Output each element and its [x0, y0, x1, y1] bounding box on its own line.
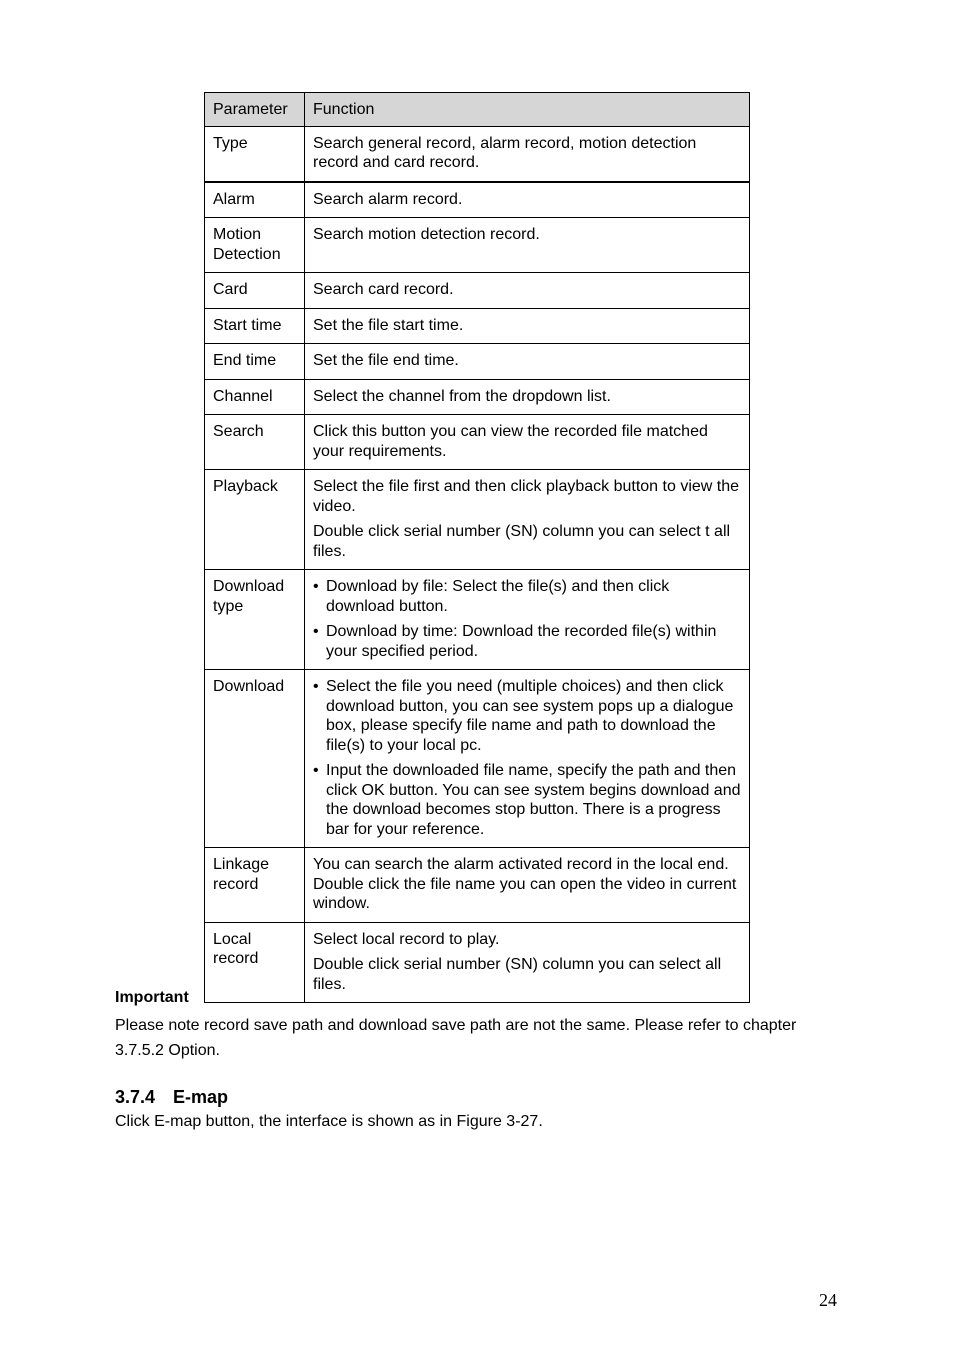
function-cell — [305, 848, 750, 923]
section-number: 3.7.4 — [115, 1087, 156, 1107]
table-row — [205, 308, 750, 344]
parameter-cell: Local record — [205, 922, 305, 1003]
function-cell — [305, 182, 750, 218]
function-paragraph: Click this button you can view the recorded file matched your requirements. — [313, 423, 708, 460]
function-bullet-item — [313, 677, 741, 755]
function-paragraph: Double click serial number (SN) column you can select all files. — [313, 956, 722, 993]
function-cell — [305, 415, 750, 470]
parameter-cell: Type — [205, 126, 305, 182]
table-row — [205, 273, 750, 309]
section-body-text: Click E-map button, the interface is shown as in Figure 3-27. — [115, 1113, 543, 1130]
function-paragraph: You can search the alarm activated record in the local end. Double click the file name you can open the video in current window. — [313, 856, 737, 912]
bullet-text: Select the file you need (multiple choices) and then click download button, you can see system pops up a dialogue box, please specify file name and path to download the file(s) to your local pc. — [326, 678, 734, 754]
bullet-icon: • — [313, 762, 319, 779]
important-note: Please note record save path and download save path are not the same. Please refer to chapter 3.7.5.2 Option. — [115, 1017, 797, 1059]
bullet-icon: • — [313, 623, 319, 640]
table-row — [205, 848, 750, 923]
function-bullet-list — [313, 577, 741, 661]
function-cell — [305, 379, 750, 415]
table-row — [205, 415, 750, 470]
table-row — [205, 570, 750, 670]
function-paragraph: Set the file end time. — [313, 352, 459, 369]
page-number: 24 — [819, 1290, 837, 1310]
function-paragraph: Search motion detection record. — [313, 226, 540, 243]
parameter-cell: Motion Detection — [205, 218, 305, 273]
parameter-cell: Download type — [205, 570, 305, 670]
section-title: E-map — [173, 1087, 229, 1107]
bullet-text: Download by file: Select the file(s) and then click download button. — [326, 578, 670, 615]
function-cell — [305, 126, 750, 182]
function-cell — [305, 273, 750, 309]
function-bullet-item — [313, 622, 741, 661]
function-paragraph: Select the channel from the dropdown list. — [313, 387, 611, 405]
table-row — [205, 379, 750, 415]
table-header-row — [205, 93, 750, 127]
table-row — [205, 126, 750, 182]
function-cell — [305, 922, 750, 1003]
table-row — [205, 922, 750, 1003]
bullet-icon: • — [313, 578, 319, 595]
bullet-text: Download by time: Download the recorded file(s) within your specified period. — [326, 623, 717, 660]
table-row — [205, 218, 750, 273]
function-bullet-item — [313, 577, 741, 616]
parameter-cell: Start time — [205, 308, 305, 344]
parameter-cell: Playback — [205, 470, 305, 570]
function-paragraph: Set the file start time. — [313, 316, 464, 334]
parameter-cell: Channel — [205, 379, 305, 415]
bullet-text: Input the downloaded file name, specify the path and then click OK button. You can see system begins download and the download becomes stop button. There is a progress bar for your reference. — [326, 762, 741, 838]
bullet-icon: • — [313, 678, 319, 695]
table-row — [205, 344, 750, 380]
important-label: Important — [115, 989, 189, 1006]
parameter-cell: End time — [205, 344, 305, 380]
parameter-cell: Card — [205, 273, 305, 309]
table-row — [205, 670, 750, 848]
function-paragraph: Select local record to play. — [313, 930, 500, 948]
table-row — [205, 470, 750, 570]
section-heading — [115, 1087, 228, 1108]
function-paragraph: Search card record. — [313, 281, 454, 298]
function-paragraph: Search alarm record. — [313, 190, 463, 208]
header-function: Function — [305, 93, 750, 127]
function-cell — [305, 308, 750, 344]
parameter-cell: Download — [205, 670, 305, 848]
parameter-cell: Alarm — [205, 182, 305, 218]
function-cell — [305, 470, 750, 570]
function-bullet-list — [313, 677, 741, 839]
parameter-cell: Search — [205, 415, 305, 470]
function-cell — [305, 570, 750, 670]
function-cell — [305, 218, 750, 273]
function-paragraph: Double click serial number (SN) column you can select t all files. — [313, 523, 731, 560]
parameter-cell: Linkage record — [205, 848, 305, 923]
function-paragraph: Search general record, alarm record, motion detection record and card record. — [313, 134, 697, 171]
table-row — [205, 182, 750, 218]
function-paragraph: Select the file first and then click playback button to view the video. — [313, 478, 740, 515]
function-cell — [305, 670, 750, 848]
parameter-table — [204, 92, 750, 1003]
function-bullet-item — [313, 761, 741, 839]
function-cell — [305, 344, 750, 380]
header-parameter: Parameter — [205, 93, 305, 127]
